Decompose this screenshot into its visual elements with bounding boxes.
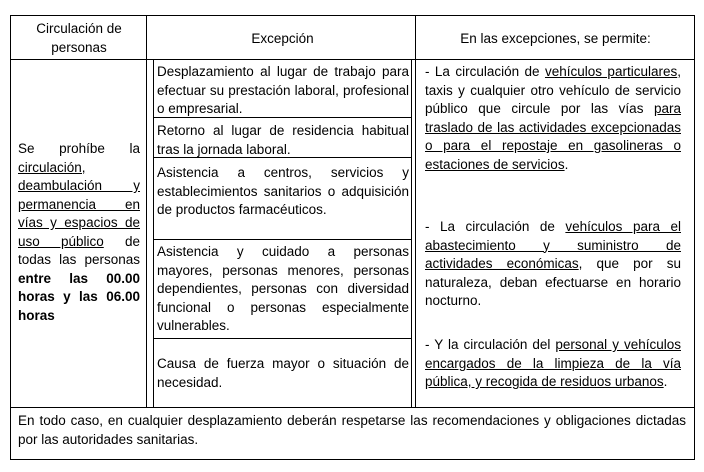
prohibition-scope: circulación, deambulación y permanencia en vías y espacios de uso público	[18, 159, 140, 249]
border-top	[10, 15, 695, 16]
exception-work-travel: Desplazamiento al lugar de trabajo para efectuar su prestación laboral, profesional o empresarial.	[157, 64, 409, 116]
permit-underlined: vehículos para el abastecimiento y suministro de actividades económicas	[425, 219, 681, 271]
permit-supply-vehicles	[425, 218, 681, 311]
permit-text: , taxis y cualquier otro vehículo de servicio público que circule por las vías	[425, 64, 681, 116]
permit-text: - La circulación de	[425, 64, 545, 79]
border-bottom	[10, 459, 695, 460]
column-divider-1	[146, 15, 147, 407]
footer-note: En todo caso, en cualquier desplazamiento deberán respetarse las recomendaciones y obligaciones dictadas por las autoridades sanitarias.	[18, 413, 686, 447]
exception-care-assistance: Asistencia y cuidado a personas mayores, personas menores, personas dependientes, personas con diversidad funcional o personas especialmente vulnerables.	[157, 244, 409, 333]
permit-private-vehicles	[425, 63, 681, 174]
exception-divider-3	[153, 239, 412, 240]
exception-box-right	[411, 59, 412, 407]
exception-divider-4	[153, 338, 412, 339]
column-divider-2	[415, 15, 416, 407]
permit-text: , que por su naturaleza, deban efectuarse en horario nocturno.	[425, 256, 681, 308]
exception-return-home: Retorno al lugar de residencia habitual tras la jornada laboral.	[157, 123, 409, 157]
header-circulacion: Circulación de personas	[36, 21, 122, 55]
permit-text: .	[663, 374, 668, 389]
restrictions-table	[10, 15, 695, 460]
border-right	[694, 15, 695, 460]
border-left	[10, 15, 11, 460]
footer-divider	[10, 407, 695, 408]
exception-box-left	[153, 59, 154, 407]
prohibition-hours: entre las 00.00 horas y las 06.00 horas	[18, 270, 140, 323]
circulation-prohibition	[18, 140, 140, 325]
permit-text: .	[564, 156, 569, 172]
permit-underlined: para traslado de las actividades excepcionadas o para el repostaje en gasolineras o estaciones de servicios	[425, 101, 681, 172]
header-excepcion: Excepción	[251, 31, 314, 46]
permit-cleaning-staff	[425, 336, 681, 392]
header-permite: En las excepciones, se permite:	[460, 31, 651, 46]
permit-underlined: personal y vehículos encargados de la limpieza de la vía pública, y recogida de residuos urbanos	[425, 337, 681, 389]
prohibition-text: Se prohíbe la	[18, 141, 140, 156]
permit-text: - La circulación de	[425, 219, 566, 234]
exception-force-majeure: Causa de fuerza mayor o situación de necesidad.	[157, 356, 409, 390]
permit-text: - Y la circulación del	[425, 337, 556, 352]
prohibition-text-2: de todas las personas	[18, 233, 140, 267]
permit-underlined: vehículos particulares	[544, 64, 678, 79]
header-divider	[10, 59, 695, 60]
exception-health-assistance: Asistencia a centros, servicios y establecimientos sanitarios o adquisición de productos farmacéuticos.	[157, 165, 409, 217]
